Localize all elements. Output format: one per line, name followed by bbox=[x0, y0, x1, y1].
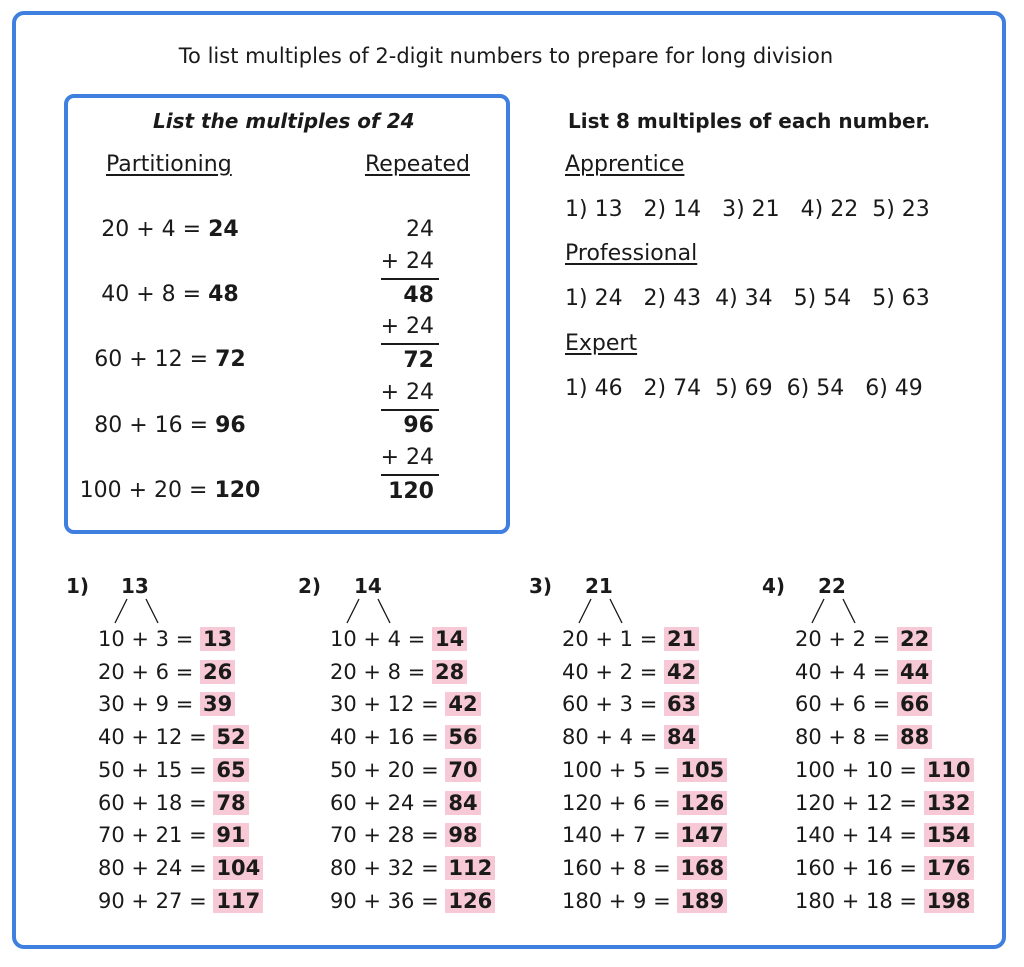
list-item: 40 + 4 = 44 bbox=[795, 656, 974, 689]
answer-column-1 bbox=[98, 623, 263, 917]
list-item: 160 + 16 = 176 bbox=[795, 852, 974, 885]
list-item: 80 + 8 = 88 bbox=[795, 721, 974, 754]
partitioning-header: Partitioning bbox=[106, 152, 232, 177]
answer-label: 2) bbox=[298, 574, 322, 598]
list-item: 120 + 6 = 126 bbox=[562, 787, 727, 820]
list-item: 40 + 12 = 52 bbox=[98, 721, 263, 754]
list-item: 20 + 8 = 28 bbox=[330, 656, 495, 689]
list-item: 180 + 9 = 189 bbox=[562, 885, 727, 918]
list-item: 20 + 6 = 26 bbox=[98, 656, 263, 689]
list-item: 90 + 27 = 117 bbox=[98, 885, 263, 918]
answer-number: 13 bbox=[121, 574, 149, 598]
answer-label: 1) bbox=[66, 574, 90, 598]
level-apprentice: Apprentice bbox=[565, 152, 685, 177]
repeated-header: Repeated bbox=[365, 152, 470, 177]
repeated-total: 96 bbox=[403, 413, 434, 438]
list-item: 60 + 6 = 66 bbox=[795, 688, 974, 721]
sum-line bbox=[381, 409, 439, 411]
example-heading: List the multiples of 24 bbox=[153, 109, 415, 133]
answer-column-3 bbox=[562, 623, 727, 917]
partition-row: 100 + 20 = 120 bbox=[79, 478, 261, 503]
list-item: 70 + 28 = 98 bbox=[330, 819, 495, 852]
answer-label: 3) bbox=[529, 574, 553, 598]
list-item: 60 + 24 = 84 bbox=[330, 787, 495, 820]
level-professional: Professional bbox=[565, 241, 698, 266]
list-item: 140 + 14 = 154 bbox=[795, 819, 974, 852]
list-item: 100 + 10 = 110 bbox=[795, 754, 974, 787]
repeated-start: 24 bbox=[406, 217, 434, 242]
repeated-add: + 24 bbox=[380, 314, 434, 339]
level-apprentice-items: 1) 13 2) 14 3) 21 4) 22 5) 23 bbox=[565, 197, 930, 222]
partition-row: 80 + 16 = 96 bbox=[94, 413, 246, 438]
list-item: 40 + 16 = 56 bbox=[330, 721, 495, 754]
list-item: 70 + 21 = 91 bbox=[98, 819, 263, 852]
partition-row: 40 + 8 = 48 bbox=[101, 282, 239, 307]
answer-number: 22 bbox=[818, 574, 846, 598]
list-item: 40 + 2 = 42 bbox=[562, 656, 727, 689]
list-item: 140 + 7 = 147 bbox=[562, 819, 727, 852]
answer-number: 21 bbox=[585, 574, 613, 598]
partition-row: 60 + 12 = 72 bbox=[94, 347, 246, 372]
sum-line bbox=[381, 278, 439, 280]
list-item: 120 + 12 = 132 bbox=[795, 787, 974, 820]
level-expert-items: 1) 46 2) 74 5) 69 6) 54 6) 49 bbox=[565, 376, 923, 401]
list-item: 20 + 2 = 22 bbox=[795, 623, 974, 656]
list-item: 180 + 18 = 198 bbox=[795, 885, 974, 918]
list-item: 30 + 9 = 39 bbox=[98, 688, 263, 721]
list-item: 160 + 8 = 168 bbox=[562, 852, 727, 885]
list-item: 50 + 15 = 65 bbox=[98, 754, 263, 787]
task-heading: List 8 multiples of each number. bbox=[568, 109, 931, 133]
repeated-add: + 24 bbox=[380, 380, 434, 405]
list-item: 80 + 4 = 84 bbox=[562, 721, 727, 754]
level-expert: Expert bbox=[565, 331, 638, 356]
list-item: 50 + 20 = 70 bbox=[330, 754, 495, 787]
list-item: 80 + 32 = 112 bbox=[330, 852, 495, 885]
list-item: 100 + 5 = 105 bbox=[562, 754, 727, 787]
list-item: 90 + 36 = 126 bbox=[330, 885, 495, 918]
list-item: 80 + 24 = 104 bbox=[98, 852, 263, 885]
list-item: 10 + 4 = 14 bbox=[330, 623, 495, 656]
list-item: 60 + 3 = 63 bbox=[562, 688, 727, 721]
answer-label: 4) bbox=[762, 574, 786, 598]
sum-line bbox=[381, 474, 439, 476]
level-professional-items: 1) 24 2) 43 4) 34 5) 54 5) 63 bbox=[565, 286, 930, 311]
answer-column-4 bbox=[795, 623, 974, 917]
list-item: 20 + 1 = 21 bbox=[562, 623, 727, 656]
list-item: 60 + 18 = 78 bbox=[98, 787, 263, 820]
page-title: To list multiples of 2-digit numbers to prepare for long division bbox=[178, 44, 834, 68]
answer-number: 14 bbox=[354, 574, 382, 598]
list-item: 10 + 3 = 13 bbox=[98, 623, 263, 656]
repeated-add: + 24 bbox=[380, 445, 434, 470]
repeated-total: 48 bbox=[403, 283, 434, 308]
repeated-total: 120 bbox=[388, 479, 434, 504]
sum-line bbox=[381, 343, 439, 345]
repeated-add: + 24 bbox=[380, 249, 434, 274]
list-item: 30 + 12 = 42 bbox=[330, 688, 495, 721]
answer-column-2 bbox=[330, 623, 495, 917]
partition-row: 20 + 4 = 24 bbox=[101, 217, 239, 242]
repeated-total: 72 bbox=[403, 348, 434, 373]
